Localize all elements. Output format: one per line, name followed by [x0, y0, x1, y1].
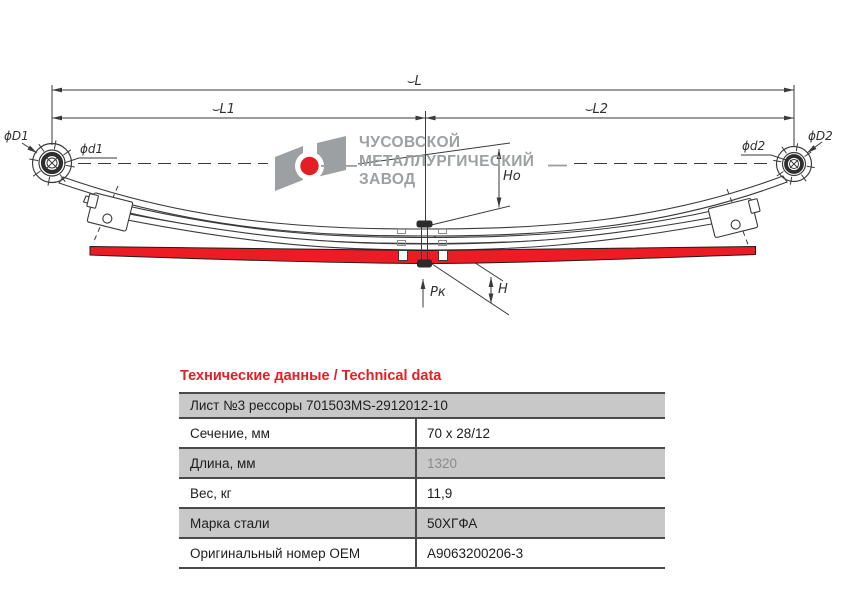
dimension-lines [52, 90, 794, 118]
table-row [179, 509, 665, 539]
dim-label-Ho: Hо [503, 169, 521, 184]
table-header-row [179, 394, 665, 419]
part-name: Лист №3 рессоры 701503MS-2912012-10 [190, 398, 448, 413]
dim-label-Pk: Pк [430, 285, 446, 300]
row-value: 70 x 28/12 [415, 419, 665, 447]
dim-label-D2: ϕD2 [808, 129, 833, 143]
dim-label-d2: ϕd2 [742, 139, 766, 153]
row-value: A9063200206-3 [415, 539, 665, 567]
dim-label-L: ⌣L [406, 74, 422, 89]
row-value: 50ХГФА [415, 509, 665, 537]
logo-line-1: ЧУСОВСКОЙ [359, 134, 461, 151]
technical-data-section [179, 368, 665, 569]
dim-label-H: H [498, 282, 508, 297]
row-label: Оригинальный номер OEM [190, 546, 361, 561]
row-value: 1320 [415, 449, 665, 477]
table-row [179, 539, 665, 569]
dim-label-d1: ϕd1 [80, 142, 104, 156]
logo-line-2: МЕТАЛЛУРГИЧЕСКИЙ [359, 152, 535, 170]
table-row [179, 479, 665, 509]
logo-line-3: ЗАВОД [359, 171, 416, 188]
table-title: Технические данные / Technical data [180, 368, 442, 384]
row-label: Вес, кг [190, 486, 232, 501]
dim-label-D1: ϕD1 [4, 129, 29, 143]
dim-label-L2: ⌣L2 [584, 102, 609, 117]
logo-red-dot [300, 157, 318, 175]
row-value: 11,9 [415, 479, 665, 507]
table-row [179, 449, 665, 479]
row-label: Сечение, мм [190, 426, 270, 441]
dim-label-L1: ⌣L1 [211, 102, 236, 117]
table-row [179, 419, 665, 449]
technical-data-table [179, 392, 665, 569]
row-label: Марка стали [190, 516, 270, 531]
row-label: Длина, мм [190, 456, 256, 471]
